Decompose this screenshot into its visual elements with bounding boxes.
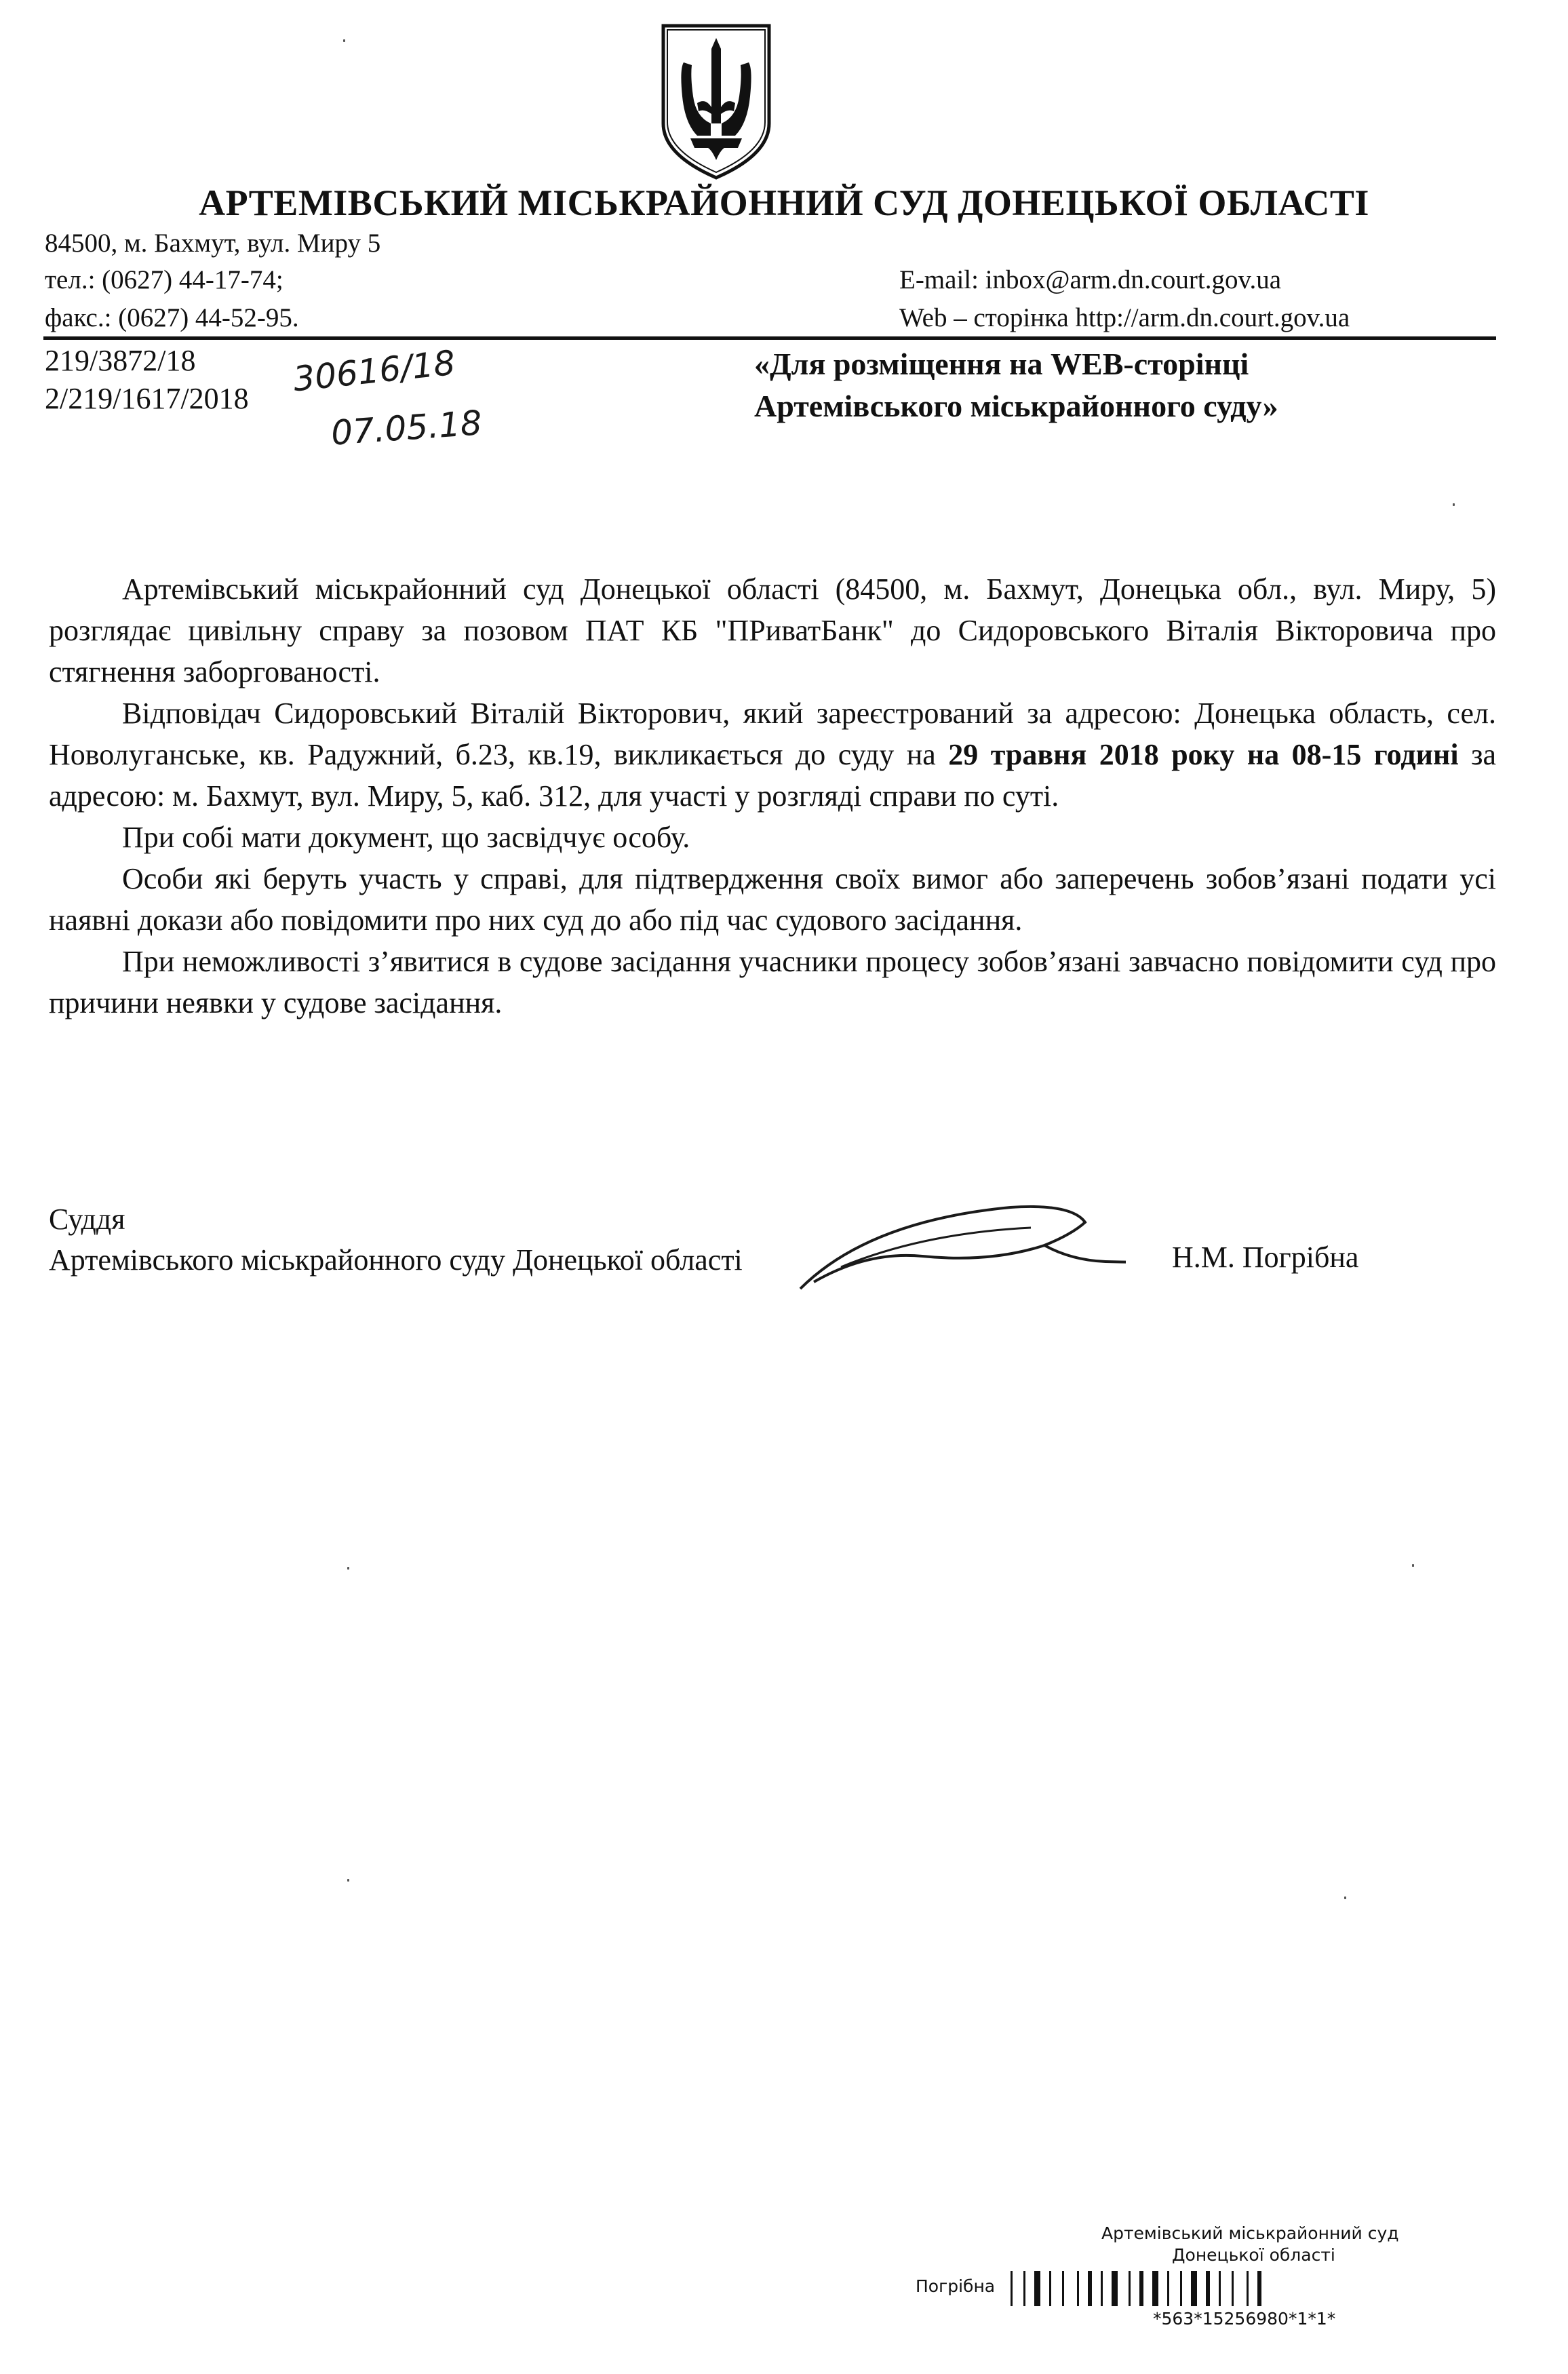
web-publication-notice [754, 343, 1278, 427]
summons-text-start: Відповідач Сидоровський Віталій Вікторович, який зареєстрований за адресою: Донецька область, сел. Новолуганське, кв. Радужний, б.23, кв.19, викликається до суду на [49, 697, 1496, 771]
paragraph-summons [49, 693, 1496, 817]
paragraph-case: Артемівський міськрайонний суд Донецької області (84500, м. Бахмут, Донецька обл., вул. Миру, 5) розглядає цивільну справу за позовом ПАТ КБ "ПРиватБанк" до Сидоровського Віталія Вікторовича про стягнення заборгованості. [49, 572, 1496, 688]
signature-block [49, 1199, 743, 1281]
handwritten-number: 30616/18 [291, 343, 457, 400]
hearing-datetime: 29 травня 2018 року на 08-15 годині [948, 738, 1459, 771]
scan-speck [347, 1879, 349, 1882]
stamp-court-line: Артемівський міськрайонний суд [1101, 2223, 1399, 2243]
court-website: Web – сторінка http://arm.dn.court.gov.ua [899, 303, 1350, 332]
judge-name: Н.М. Погрібна [1172, 1241, 1359, 1274]
scan-speck [347, 1567, 349, 1570]
court-phone: тел.: (0627) 44-17-74; [45, 265, 283, 294]
judge-title: Суддя [49, 1203, 125, 1236]
barcode-code: *563*15256980*1*1* [1153, 2309, 1336, 2329]
court-name-heading: АРТЕМІВСЬКИЙ МІСЬКРАЙОННИЙ СУД ДОНЕЦЬКОЇ ОБЛАСТІ [199, 182, 1369, 223]
header-divider [43, 336, 1496, 340]
scan-speck [1453, 503, 1455, 506]
proceeding-number: 2/219/1617/2018 [45, 382, 249, 415]
court-address: 84500, м. Бахмут, вул. Миру 5 [45, 229, 381, 258]
coat-of-arms-icon [656, 22, 776, 182]
paragraph-evidence: Особи які беруть участь у справі, для підтвердження своїх вимог або заперечень зобов’язані подати усі наявні докази або повідомити про них суд до або під час судового засідання. [49, 862, 1496, 937]
scan-speck [343, 39, 345, 42]
case-number: 219/3872/18 [45, 344, 196, 377]
handwritten-signature [787, 1180, 1126, 1309]
scan-speck [1344, 1896, 1346, 1899]
notice-line-2: Артемівського міськрайонного суду» [754, 389, 1278, 423]
paragraph-absence: При неможливості з’явитися в судове засідання учасники процесу зобов’язані завчасно повідомити суд про причини неявки у судове засідання. [49, 945, 1496, 1019]
barcode-icon [1005, 2270, 1493, 2308]
court-email: E-mail: inbox@arm.dn.court.gov.ua [899, 265, 1282, 294]
notice-line-1: «Для розміщення на WEB-сторінці [754, 347, 1249, 381]
handwritten-date: 07.05.18 [330, 403, 484, 453]
notice-body [49, 568, 1496, 1024]
summons-text-end: за адресою: м. Бахмут, вул. Миру, 5, каб. 312, для участі у розгляді справи по суті. [49, 738, 1496, 813]
stamp-judge-name: Погрібна [916, 2276, 996, 2296]
stamp-region-line: Донецької області [1172, 2245, 1335, 2265]
judge-court: Артемівського міськрайонного суду Донецької області [49, 1243, 743, 1277]
court-fax: факс.: (0627) 44-52-95. [45, 303, 299, 332]
paragraph-id-document: При собі мати документ, що засвідчує особу. [122, 821, 690, 854]
scan-speck [1412, 1564, 1414, 1567]
